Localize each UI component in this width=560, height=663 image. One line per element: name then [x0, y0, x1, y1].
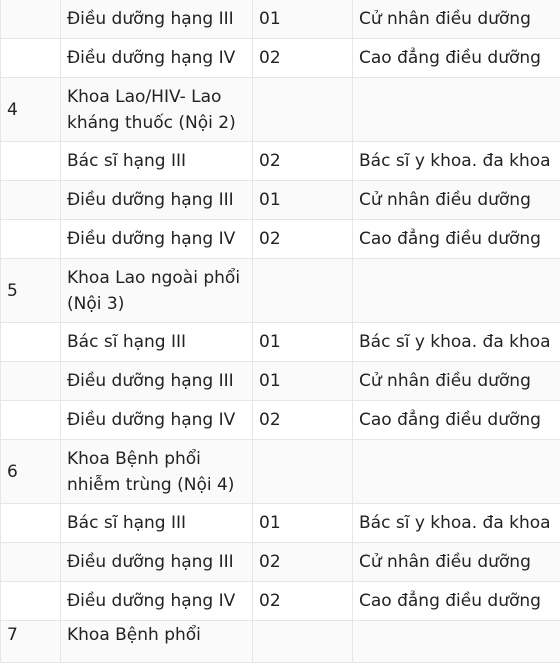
position-name: Điều dưỡng hạng III	[61, 0, 253, 39]
department-row	[1, 259, 560, 323]
position-name: Điều dưỡng hạng IV	[61, 582, 253, 621]
qualification: Cử nhân điều dưỡng	[353, 181, 560, 220]
quantity: 01	[253, 181, 353, 220]
qualification: Cử nhân điều dưỡng	[353, 362, 560, 401]
table-row	[1, 362, 560, 401]
department-name: Khoa Bệnh phổi	[61, 621, 253, 663]
position-name: Điều dưỡng hạng IV	[61, 39, 253, 78]
qualification: Bác sĩ y khoa. đa khoa	[353, 142, 560, 181]
position-name: Điều dưỡng hạng III	[61, 362, 253, 401]
row-number: 5	[1, 259, 61, 323]
table-row	[1, 543, 560, 582]
qualification: Bác sĩ y khoa. đa khoa	[353, 504, 560, 543]
qualification	[353, 78, 560, 142]
table-row	[1, 323, 560, 362]
row-number	[1, 362, 61, 401]
quantity: 01	[253, 362, 353, 401]
table-row	[1, 220, 560, 259]
row-number: 4	[1, 78, 61, 142]
row-number	[1, 401, 61, 440]
department-name: Khoa Lao/HIV- Lao kháng thuốc (Nội 2)	[61, 78, 253, 142]
position-name: Điều dưỡng hạng IV	[61, 401, 253, 440]
row-number	[1, 220, 61, 259]
quantity: 02	[253, 220, 353, 259]
qualification: Bác sĩ y khoa. đa khoa	[353, 323, 560, 362]
quantity: 02	[253, 39, 353, 78]
qualification	[353, 440, 560, 504]
quantity	[253, 259, 353, 323]
position-name: Điều dưỡng hạng III	[61, 543, 253, 582]
position-name: Bác sĩ hạng III	[61, 142, 253, 181]
position-name: Bác sĩ hạng III	[61, 504, 253, 543]
quantity	[253, 78, 353, 142]
position-name: Điều dưỡng hạng III	[61, 181, 253, 220]
row-number	[1, 39, 61, 78]
quantity	[253, 440, 353, 504]
quantity: 02	[253, 543, 353, 582]
row-number	[1, 582, 61, 621]
table-row	[1, 582, 560, 621]
quantity	[253, 621, 353, 663]
table-row	[1, 504, 560, 543]
quantity: 01	[253, 504, 353, 543]
qualification	[353, 621, 560, 663]
row-number	[1, 323, 61, 362]
qualification: Cao đẳng điều dưỡng	[353, 582, 560, 621]
qualification: Cao đẳng điều dưỡng	[353, 220, 560, 259]
row-number: 7	[1, 621, 61, 663]
row-number	[1, 181, 61, 220]
department-row	[1, 78, 560, 142]
quantity: 02	[253, 401, 353, 440]
department-name: Khoa Bệnh phổi nhiễm trùng (Nội 4)	[61, 440, 253, 504]
table-row	[1, 401, 560, 440]
position-name: Bác sĩ hạng III	[61, 323, 253, 362]
row-number	[1, 504, 61, 543]
department-name: Khoa Lao ngoài phổi (Nội 3)	[61, 259, 253, 323]
table-row	[1, 39, 560, 78]
qualification: Cao đẳng điều dưỡng	[353, 39, 560, 78]
quantity: 02	[253, 582, 353, 621]
position-name: Điều dưỡng hạng IV	[61, 220, 253, 259]
table-row	[1, 0, 560, 39]
qualification: Cao đẳng điều dưỡng	[353, 401, 560, 440]
row-number	[1, 142, 61, 181]
table-row	[1, 142, 560, 181]
qualification: Cử nhân điều dưỡng	[353, 0, 560, 39]
row-number	[1, 0, 61, 39]
department-row	[1, 440, 560, 504]
quantity: 02	[253, 142, 353, 181]
quantity: 01	[253, 323, 353, 362]
row-number	[1, 543, 61, 582]
quantity: 01	[253, 0, 353, 39]
qualification	[353, 259, 560, 323]
department-row	[1, 621, 560, 663]
qualification: Cử nhân điều dưỡng	[353, 543, 560, 582]
table-row	[1, 181, 560, 220]
row-number: 6	[1, 440, 61, 504]
